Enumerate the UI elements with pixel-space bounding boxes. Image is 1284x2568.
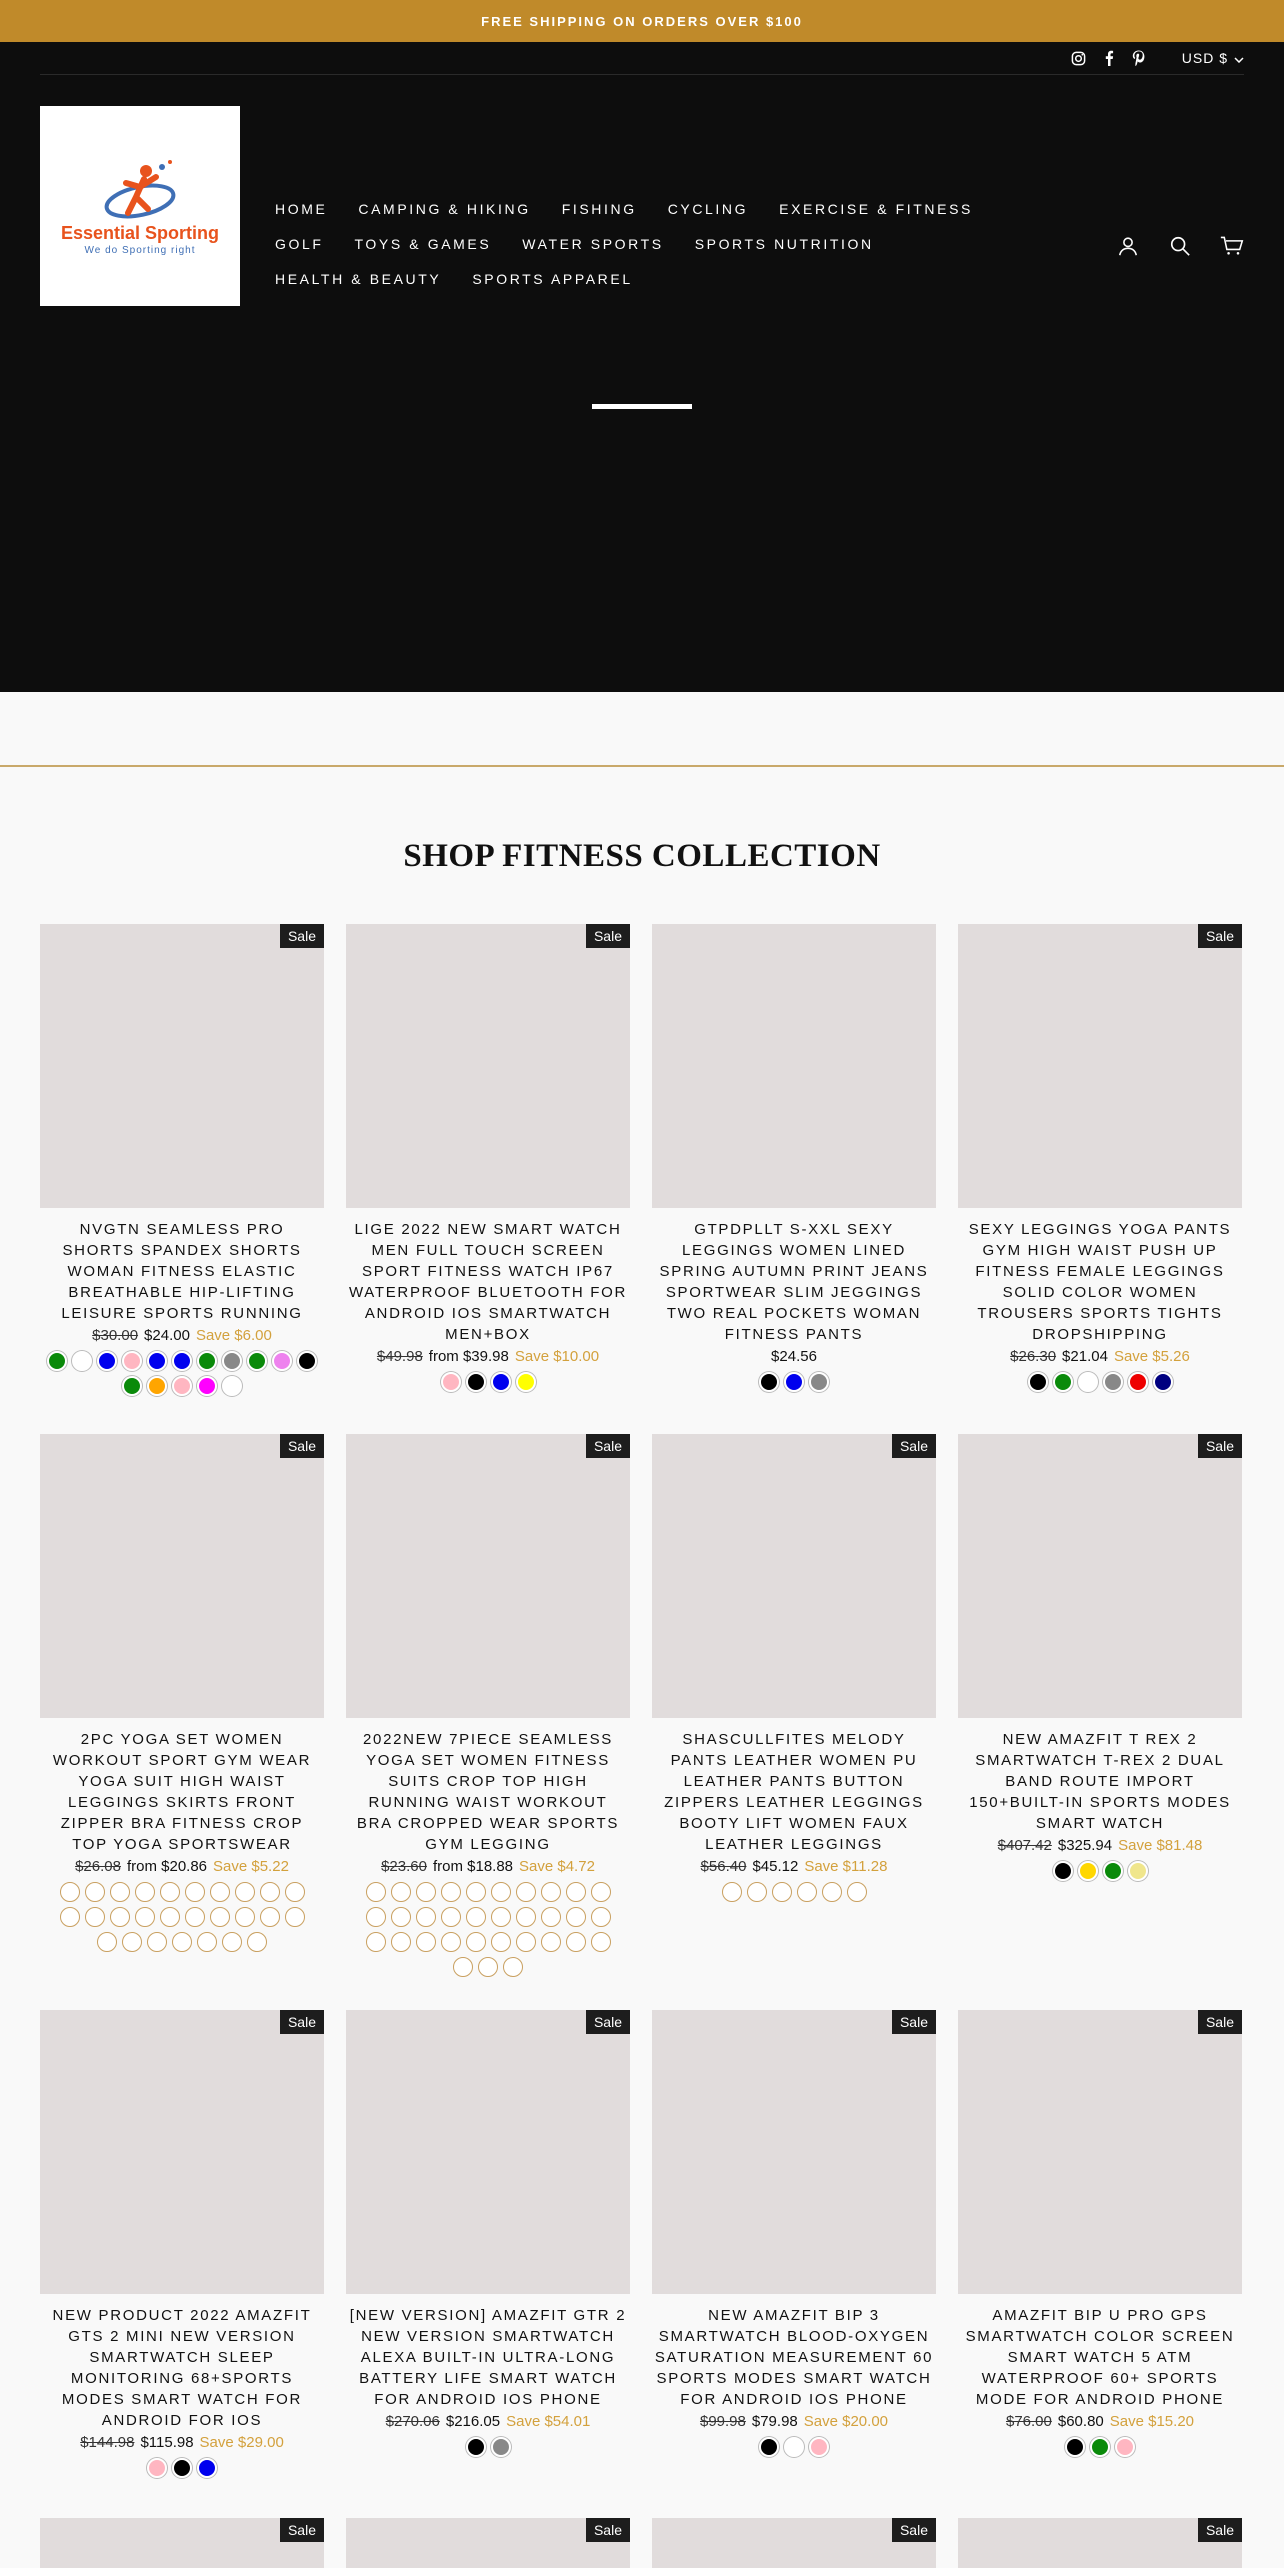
image-swatch[interactable] bbox=[285, 1882, 305, 1902]
utility-bar bbox=[1070, 42, 1244, 74]
sale-badge: Sale bbox=[892, 2518, 936, 2542]
compare-at-price: $49.98 bbox=[376, 1348, 423, 1365]
image-swatch[interactable] bbox=[210, 1882, 230, 1902]
product-price bbox=[346, 1347, 630, 1367]
image-swatch[interactable] bbox=[772, 1882, 792, 1902]
image-swatch[interactable] bbox=[541, 1882, 561, 1902]
image-swatch[interactable] bbox=[110, 1882, 130, 1902]
image-swatch[interactable] bbox=[441, 1882, 461, 1902]
product-image[interactable] bbox=[958, 2010, 1242, 2294]
savings-label: Save $5.22 bbox=[213, 1858, 289, 1875]
product-card[interactable] bbox=[652, 2010, 936, 2457]
sale-badge: Sale bbox=[586, 2518, 630, 2542]
current-price: $325.94 bbox=[1057, 1837, 1113, 1854]
image-swatch[interactable] bbox=[478, 1957, 498, 1977]
color-swatches bbox=[346, 2437, 630, 2457]
image-swatch[interactable] bbox=[416, 1907, 436, 1927]
product-price bbox=[652, 2412, 936, 2432]
image-swatch[interactable] bbox=[416, 1932, 436, 1952]
image-swatch[interactable] bbox=[566, 1907, 586, 1927]
product-price bbox=[652, 1347, 936, 1367]
product-image[interactable] bbox=[652, 1434, 936, 1718]
color-swatch[interactable] bbox=[247, 1351, 267, 1371]
image-swatch[interactable] bbox=[285, 1907, 305, 1927]
color-swatch[interactable] bbox=[809, 2437, 829, 2457]
chevron-down-icon bbox=[1234, 50, 1244, 66]
savings-label: Save $81.48 bbox=[1118, 1837, 1203, 1854]
product-price bbox=[40, 2433, 324, 2453]
product-image[interactable] bbox=[346, 2010, 630, 2294]
image-swatch[interactable] bbox=[60, 1907, 80, 1927]
site-logo[interactable] bbox=[40, 106, 240, 306]
product-card[interactable] bbox=[40, 2518, 324, 2568]
product-image[interactable] bbox=[958, 924, 1242, 1208]
logo-tagline: We do Sporting right bbox=[84, 244, 196, 256]
nav-item-sports-nutrition[interactable]: SPORTS NUTRITION bbox=[694, 236, 874, 252]
image-swatch[interactable] bbox=[135, 1907, 155, 1927]
product-card[interactable] bbox=[346, 1434, 630, 1977]
product-card[interactable] bbox=[40, 1434, 324, 1952]
color-swatch[interactable] bbox=[759, 1372, 779, 1392]
sale-badge: Sale bbox=[1198, 1434, 1242, 1458]
product-title[interactable]: [NEW VERSION] AMAZFIT GTR 2 NEW VERSION SMARTWATCH ALEXA BUILT-IN ULTRA-LONG BATTERY LIFE SMART WATCH FOR ANDROID IOS PHONE bbox=[349, 2307, 627, 2408]
color-swatch[interactable] bbox=[272, 1351, 292, 1371]
image-swatch[interactable] bbox=[210, 1907, 230, 1927]
color-swatch[interactable] bbox=[759, 2437, 779, 2457]
current-price: from $18.88 bbox=[432, 1858, 514, 1875]
image-swatch[interactable] bbox=[591, 1907, 611, 1927]
image-swatch[interactable] bbox=[491, 1907, 511, 1927]
image-swatch[interactable] bbox=[160, 1907, 180, 1927]
nav-item-water-sports[interactable]: WATER SPORTS bbox=[522, 236, 664, 252]
color-swatch[interactable] bbox=[72, 1351, 92, 1371]
savings-label: Save $15.20 bbox=[1109, 2413, 1195, 2430]
compare-at-price: $407.42 bbox=[997, 1837, 1052, 1854]
product-title[interactable]: NEW PRODUCT 2022 AMAZFIT GTS 2 MINI NEW VERSION SMARTWATCH SLEEP MONITORING 68+SPORTS MODES SMART WATCH FOR ANDROID FOR IOS bbox=[52, 2307, 312, 2429]
color-swatch[interactable] bbox=[172, 1351, 192, 1371]
color-swatch[interactable] bbox=[784, 1372, 804, 1392]
color-swatch[interactable] bbox=[122, 1351, 142, 1371]
color-swatches bbox=[958, 2437, 1242, 2457]
image-swatch[interactable] bbox=[566, 1882, 586, 1902]
color-swatch[interactable] bbox=[297, 1351, 317, 1371]
image-swatch[interactable] bbox=[416, 1882, 436, 1902]
color-swatch[interactable] bbox=[809, 1372, 829, 1392]
color-swatch[interactable] bbox=[1053, 1372, 1073, 1392]
color-swatch[interactable] bbox=[147, 1351, 167, 1371]
savings-label: Save $10.00 bbox=[514, 1348, 600, 1365]
image-swatch[interactable] bbox=[516, 1907, 536, 1927]
color-swatch[interactable] bbox=[197, 2458, 217, 2478]
product-price bbox=[958, 1836, 1242, 1856]
color-swatch[interactable] bbox=[97, 1351, 117, 1371]
currency-selector[interactable] bbox=[1182, 50, 1244, 66]
logo-brand-text: Essential Sporting bbox=[60, 222, 220, 243]
product-card[interactable] bbox=[958, 2518, 1242, 2568]
image-swatch[interactable] bbox=[147, 1932, 167, 1952]
facebook-icon[interactable] bbox=[1100, 49, 1118, 67]
announcement-text: FREE SHIPPING ON ORDERS OVER $100 bbox=[481, 13, 803, 29]
product-price bbox=[958, 1347, 1242, 1367]
sale-badge: Sale bbox=[1198, 2010, 1242, 2034]
image-swatch[interactable] bbox=[260, 1907, 280, 1927]
sale-badge: Sale bbox=[280, 2518, 324, 2542]
product-image[interactable] bbox=[652, 2010, 936, 2294]
image-swatch[interactable] bbox=[85, 1907, 105, 1927]
product-price bbox=[40, 1857, 324, 1877]
image-swatch[interactable] bbox=[172, 1932, 192, 1952]
sale-badge: Sale bbox=[1198, 2518, 1242, 2542]
color-swatch[interactable] bbox=[1128, 1861, 1148, 1881]
color-swatch[interactable] bbox=[1103, 1861, 1123, 1881]
product-title[interactable]: SEXY LEGGINGS YOGA PANTS GYM HIGH WAIST PUSH UP FITNESS FEMALE LEGGINGS SOLID COLOR WOMEN TROUSERS SPORTS TIGHTS DROPSHIPPING bbox=[968, 1221, 1232, 1343]
sale-badge: Sale bbox=[1198, 924, 1242, 948]
image-swatch[interactable] bbox=[235, 1907, 255, 1927]
image-swatch[interactable] bbox=[822, 1882, 842, 1902]
color-swatch[interactable] bbox=[1128, 1372, 1148, 1392]
image-swatch[interactable] bbox=[247, 1932, 267, 1952]
image-swatch[interactable] bbox=[466, 1932, 486, 1952]
nav-item-golf[interactable]: GOLF bbox=[275, 236, 324, 252]
sale-badge: Sale bbox=[892, 1434, 936, 1458]
search-icon[interactable] bbox=[1168, 234, 1192, 258]
product-image[interactable] bbox=[652, 924, 936, 1208]
color-swatch[interactable] bbox=[222, 1376, 242, 1396]
color-swatch[interactable] bbox=[1103, 1372, 1123, 1392]
color-swatch[interactable] bbox=[1115, 2437, 1135, 2457]
image-swatch[interactable] bbox=[366, 1907, 386, 1927]
current-price: from $20.86 bbox=[126, 1858, 208, 1875]
product-card[interactable] bbox=[346, 924, 630, 1392]
image-swatch[interactable] bbox=[491, 1882, 511, 1902]
product-image[interactable] bbox=[346, 2518, 630, 2568]
currency-label: USD $ bbox=[1181, 50, 1228, 66]
nav-item-exercise-fitness[interactable]: EXERCISE & FITNESS bbox=[779, 201, 973, 217]
image-swatch[interactable] bbox=[541, 1907, 561, 1927]
image-swatch[interactable] bbox=[466, 1882, 486, 1902]
instagram-icon[interactable] bbox=[1070, 49, 1088, 67]
current-price: $45.12 bbox=[752, 1858, 799, 1875]
current-price: $24.56 bbox=[771, 1348, 817, 1365]
color-swatch[interactable] bbox=[441, 1372, 461, 1392]
image-swatch[interactable] bbox=[847, 1882, 867, 1902]
section-title: SHOP FITNESS COLLECTION bbox=[403, 838, 881, 874]
current-price: $60.80 bbox=[1057, 2413, 1104, 2430]
color-swatch[interactable] bbox=[197, 1376, 217, 1396]
savings-label: Save $6.00 bbox=[195, 1327, 272, 1344]
image-swatch[interactable] bbox=[260, 1882, 280, 1902]
compare-at-price: $270.06 bbox=[385, 2413, 440, 2430]
product-image[interactable] bbox=[40, 924, 324, 1208]
image-swatch[interactable] bbox=[185, 1882, 205, 1902]
compare-at-price: $56.40 bbox=[700, 1858, 747, 1875]
image-swatch[interactable] bbox=[453, 1957, 473, 1977]
color-swatch[interactable] bbox=[122, 1376, 142, 1396]
header-divider bbox=[40, 74, 1244, 75]
image-swatch[interactable] bbox=[110, 1907, 130, 1927]
current-price: $216.05 bbox=[445, 2413, 501, 2430]
color-swatch[interactable] bbox=[516, 1372, 536, 1392]
compare-at-price: $144.98 bbox=[80, 2434, 135, 2451]
image-swatch[interactable] bbox=[491, 1932, 511, 1952]
savings-label: Save $11.28 bbox=[804, 1858, 888, 1875]
image-swatch[interactable] bbox=[235, 1882, 255, 1902]
current-price: $115.98 bbox=[140, 2434, 194, 2451]
sale-badge: Sale bbox=[586, 924, 630, 948]
product-title[interactable]: NEW AMAZFIT T REX 2 SMARTWATCH T-REX 2 DUAL BAND ROUTE IMPORT 150+BUILT-IN SPORTS MODES SMART WATCH bbox=[969, 1731, 1231, 1832]
image-swatch[interactable] bbox=[160, 1882, 180, 1902]
image-swatch[interactable] bbox=[503, 1957, 523, 1977]
image-swatch[interactable] bbox=[60, 1882, 80, 1902]
color-swatches bbox=[652, 1372, 936, 1392]
nav-item-fishing[interactable]: FISHING bbox=[561, 201, 637, 217]
image-swatch[interactable] bbox=[722, 1882, 742, 1902]
nav-item-toys-games[interactable]: TOYS & GAMES bbox=[354, 236, 492, 252]
color-swatches bbox=[958, 1372, 1242, 1392]
image-swatch[interactable] bbox=[516, 1882, 536, 1902]
color-swatch[interactable] bbox=[172, 1376, 192, 1396]
cart-icon[interactable] bbox=[1220, 234, 1244, 258]
section-divider bbox=[0, 765, 1284, 767]
product-title[interactable]: NVGTN SEAMLESS PRO SHORTS SPANDEX SHORTS WOMAN FITNESS ELASTIC BREATHABLE HIP-LIFTING LEISURE SPORTS RUNNING bbox=[61, 1221, 303, 1322]
color-swatches bbox=[40, 2458, 324, 2478]
account-icon[interactable] bbox=[1116, 234, 1140, 258]
color-swatch[interactable] bbox=[1078, 1861, 1098, 1881]
color-swatches bbox=[52, 1882, 312, 1952]
color-swatch[interactable] bbox=[1090, 2437, 1110, 2457]
image-swatch[interactable] bbox=[135, 1882, 155, 1902]
image-swatch[interactable] bbox=[516, 1932, 536, 1952]
color-swatch[interactable] bbox=[1153, 1372, 1173, 1392]
image-swatch[interactable] bbox=[391, 1932, 411, 1952]
color-swatch[interactable] bbox=[172, 2458, 192, 2478]
savings-label: Save $54.01 bbox=[506, 2413, 591, 2430]
image-swatch[interactable] bbox=[566, 1932, 586, 1952]
sale-badge: Sale bbox=[280, 1434, 324, 1458]
image-swatch[interactable] bbox=[366, 1882, 386, 1902]
sale-badge: Sale bbox=[280, 2010, 324, 2034]
sale-badge: Sale bbox=[280, 924, 324, 948]
image-swatch[interactable] bbox=[222, 1932, 242, 1952]
color-swatch[interactable] bbox=[222, 1351, 242, 1371]
product-price bbox=[40, 1326, 324, 1346]
nav-item-home[interactable]: HOME bbox=[275, 201, 328, 217]
product-price bbox=[652, 1857, 936, 1877]
product-image[interactable] bbox=[40, 2518, 324, 2568]
savings-label: Save $5.26 bbox=[1113, 1348, 1190, 1365]
image-swatch[interactable] bbox=[466, 1907, 486, 1927]
color-swatch[interactable] bbox=[491, 1372, 511, 1392]
product-image[interactable] bbox=[958, 2518, 1242, 2568]
sale-badge: Sale bbox=[892, 2010, 936, 2034]
color-swatches bbox=[358, 1882, 618, 1977]
image-swatch[interactable] bbox=[97, 1932, 117, 1952]
product-title[interactable]: 2PC YOGA SET WOMEN WORKOUT SPORT GYM WEAR YOGA SUIT HIGH WAIST LEGGINGS SKIRTS FRONT ZIPPER BRA FITNESS CROP TOP YOGA SPORTSWEAR bbox=[52, 1731, 312, 1853]
announcement-bar bbox=[0, 0, 1284, 42]
nav-item-cycling[interactable]: CYCLING bbox=[667, 201, 749, 217]
logo-mark-icon bbox=[90, 157, 190, 227]
product-card[interactable] bbox=[652, 924, 936, 1392]
image-swatch[interactable] bbox=[391, 1907, 411, 1927]
compare-at-price: $23.60 bbox=[381, 1858, 427, 1875]
product-title[interactable]: SHASCULLFITES MELODY PANTS LEATHER WOMEN PU LEATHER PANTS BUTTON ZIPPERS LEATHER LEGGINGS BOOTY LIFT WOMEN FAUX LEATHER LEGGINGS bbox=[664, 1731, 924, 1853]
compare-at-price: $26.08 bbox=[75, 1858, 121, 1875]
product-image[interactable] bbox=[346, 1434, 630, 1718]
product-price bbox=[346, 2412, 630, 2432]
color-swatch[interactable] bbox=[47, 1351, 67, 1371]
product-title[interactable]: NEW AMAZFIT BIP 3 SMARTWATCH BLOOD-OXYGEN SATURATION MEASUREMENT 60 SPORTS MODES SMART WATCH FOR ANDROID IOS PHONE bbox=[654, 2307, 934, 2408]
product-card[interactable] bbox=[652, 2518, 936, 2568]
sale-badge: Sale bbox=[586, 1434, 630, 1458]
product-card[interactable] bbox=[652, 1434, 936, 1902]
color-swatch[interactable] bbox=[197, 1351, 217, 1371]
compare-at-price: $30.00 bbox=[92, 1327, 139, 1344]
header-actions bbox=[1116, 234, 1244, 258]
pinterest-icon[interactable] bbox=[1130, 49, 1148, 67]
current-price: from $39.98 bbox=[428, 1348, 509, 1365]
compare-at-price: $76.00 bbox=[1005, 2413, 1052, 2430]
product-title[interactable]: AMAZFIT BIP U PRO GPS SMARTWATCH COLOR SCREEN SMART WATCH 5 ATM WATERPROOF 60+ SPORTS MODE FOR ANDROID PHONE bbox=[965, 2307, 1235, 2408]
current-price: $24.00 bbox=[144, 1327, 190, 1344]
current-price: $21.04 bbox=[1062, 1348, 1108, 1365]
savings-label: Save $29.00 bbox=[199, 2434, 284, 2451]
product-card[interactable] bbox=[40, 924, 324, 1396]
slideshow-indicator[interactable] bbox=[592, 404, 692, 409]
nav-item-sports-apparel[interactable]: SPORTS APPAREL bbox=[472, 271, 633, 287]
compare-at-price: $26.30 bbox=[1010, 1348, 1057, 1365]
color-swatch[interactable] bbox=[147, 2458, 167, 2478]
color-swatch[interactable] bbox=[466, 2437, 486, 2457]
image-swatch[interactable] bbox=[122, 1932, 142, 1952]
product-card[interactable] bbox=[958, 924, 1242, 1392]
product-price bbox=[958, 2412, 1242, 2432]
color-swatches bbox=[652, 2437, 936, 2457]
image-swatch[interactable] bbox=[747, 1882, 767, 1902]
color-swatches bbox=[346, 1372, 630, 1392]
color-swatch[interactable] bbox=[1065, 2437, 1085, 2457]
image-swatch[interactable] bbox=[441, 1907, 461, 1927]
color-swatches bbox=[664, 1882, 924, 1902]
nav-item-camping-hiking[interactable]: CAMPING & HIKING bbox=[358, 201, 531, 217]
product-card[interactable] bbox=[958, 2010, 1242, 2457]
product-title[interactable]: LIGE 2022 NEW SMART WATCH MEN FULL TOUCH SCREEN SPORT FITNESS WATCH IP67 WATERPROOF BLUETOOTH FOR ANDROID IOS SMARTWATCH MEN+BOX bbox=[348, 1221, 628, 1343]
product-card[interactable] bbox=[346, 2010, 630, 2457]
product-title[interactable]: GTPDPLLT S-XXL SEXY LEGGINGS WOMEN LINED SPRING AUTUMN PRINT JEANS SPORTWEAR SLIM JEGGINGS TWO REAL POCKETS WOMAN FITNESS PANTS bbox=[659, 1221, 929, 1343]
color-swatch[interactable] bbox=[784, 2437, 804, 2457]
product-image[interactable] bbox=[40, 2010, 324, 2294]
color-swatch[interactable] bbox=[1078, 1372, 1098, 1392]
product-card[interactable] bbox=[346, 2518, 630, 2568]
product-image[interactable] bbox=[346, 924, 630, 1208]
color-swatch[interactable] bbox=[491, 2437, 511, 2457]
image-swatch[interactable] bbox=[591, 1882, 611, 1902]
image-swatch[interactable] bbox=[591, 1932, 611, 1952]
current-price: $79.98 bbox=[751, 2413, 798, 2430]
product-price bbox=[346, 1857, 630, 1877]
image-swatch[interactable] bbox=[85, 1882, 105, 1902]
product-image[interactable] bbox=[958, 1434, 1242, 1718]
color-swatch[interactable] bbox=[1028, 1372, 1048, 1392]
product-image[interactable] bbox=[652, 2518, 936, 2568]
image-swatch[interactable] bbox=[441, 1932, 461, 1952]
product-card[interactable] bbox=[40, 2010, 324, 2478]
color-swatches bbox=[47, 1351, 317, 1396]
product-card[interactable] bbox=[958, 1434, 1242, 1881]
image-swatch[interactable] bbox=[197, 1932, 217, 1952]
savings-label: Save $20.00 bbox=[803, 2413, 889, 2430]
main-nav bbox=[275, 192, 1035, 297]
sale-badge: Sale bbox=[586, 2010, 630, 2034]
hero-header bbox=[0, 42, 1284, 692]
image-swatch[interactable] bbox=[366, 1932, 386, 1952]
color-swatch[interactable] bbox=[1053, 1861, 1073, 1881]
color-swatches bbox=[958, 1861, 1242, 1881]
product-title[interactable]: 2022NEW 7PIECE SEAMLESS YOGA SET WOMEN FITNESS SUITS CROP TOP HIGH RUNNING WAIST WORKOUT BRA CROPPED WEAR SPORTS GYM LEGGING bbox=[356, 1731, 620, 1853]
image-swatch[interactable] bbox=[185, 1907, 205, 1927]
color-swatch[interactable] bbox=[466, 1372, 486, 1392]
image-swatch[interactable] bbox=[797, 1882, 817, 1902]
image-swatch[interactable] bbox=[541, 1932, 561, 1952]
compare-at-price: $99.98 bbox=[699, 2413, 746, 2430]
product-image[interactable] bbox=[40, 1434, 324, 1718]
color-swatch[interactable] bbox=[147, 1376, 167, 1396]
savings-label: Save $4.72 bbox=[519, 1858, 595, 1875]
nav-item-health-beauty[interactable]: HEALTH & BEAUTY bbox=[275, 271, 442, 287]
image-swatch[interactable] bbox=[391, 1882, 411, 1902]
